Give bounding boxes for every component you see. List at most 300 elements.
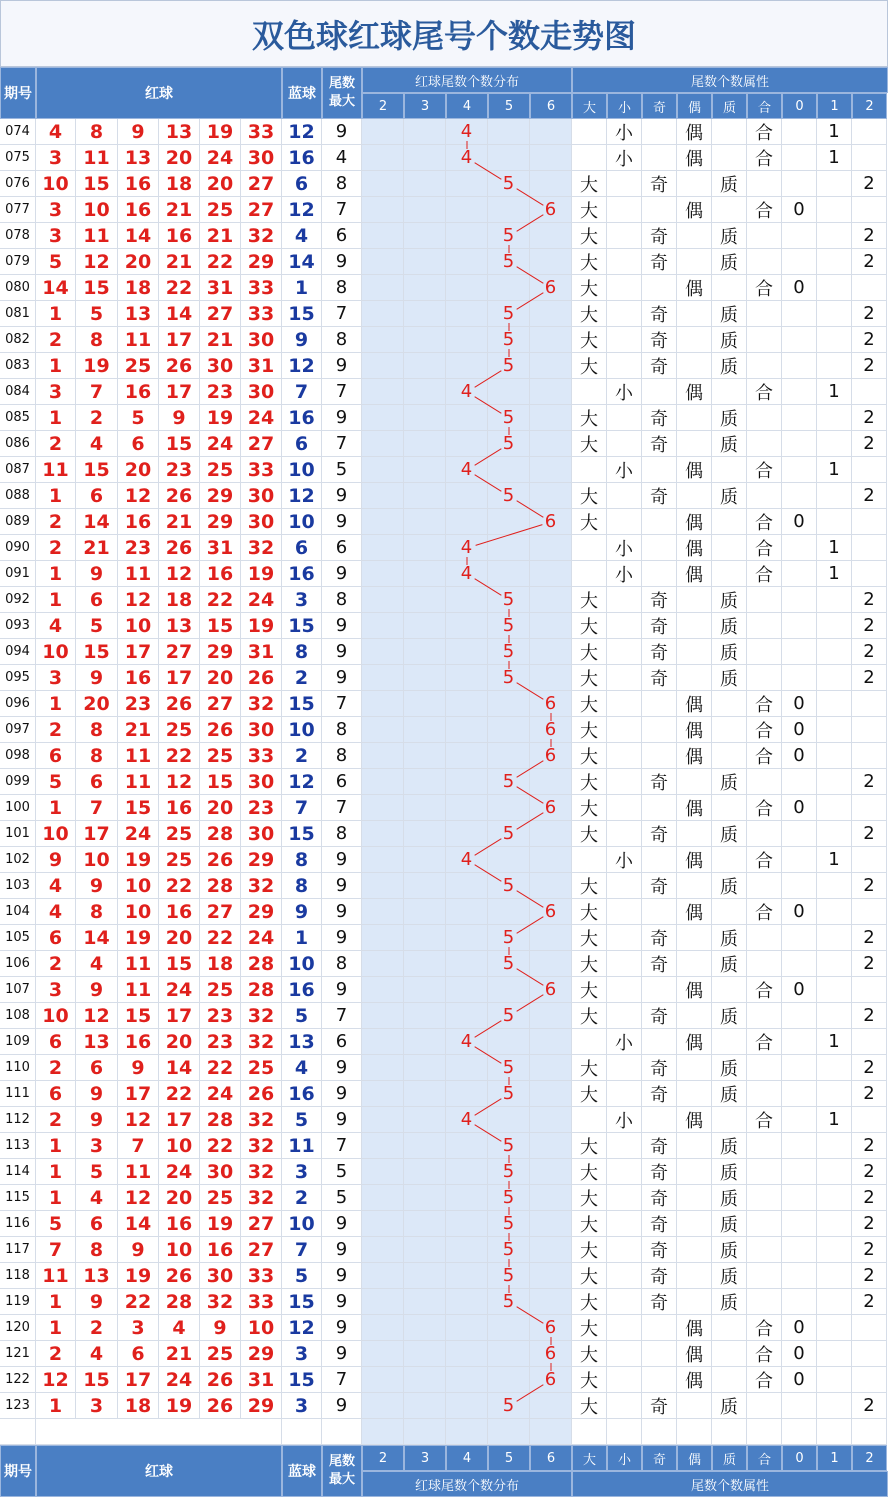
dist-cell <box>446 1237 488 1263</box>
red-ball: 15 <box>200 613 241 639</box>
dist-cell <box>488 379 530 405</box>
red-ball: 13 <box>118 145 159 171</box>
attr-cell: 大 <box>572 899 607 925</box>
attr-cell <box>607 1081 642 1107</box>
attr-cell <box>607 1185 642 1211</box>
dist-cell <box>530 1029 572 1055</box>
red-ball: 27 <box>200 691 241 717</box>
attr-cell: 1 <box>817 535 852 561</box>
red-ball: 8 <box>76 717 118 743</box>
attr-cell <box>607 951 642 977</box>
table-row <box>0 353 888 379</box>
attr-cell <box>852 379 887 405</box>
attr-cell <box>607 613 642 639</box>
attr-cell <box>817 951 852 977</box>
blue-ball: 12 <box>282 197 322 223</box>
dist-cell <box>446 717 488 743</box>
dist-cell <box>404 1367 446 1393</box>
dist-cell <box>446 795 488 821</box>
red-ball: 33 <box>241 1263 282 1289</box>
footer-attr-col: 合 <box>747 1445 782 1471</box>
attr-cell: 2 <box>852 223 887 249</box>
dist-cell <box>530 873 572 899</box>
attr-cell: 质 <box>712 1289 747 1315</box>
max-tail: 4 <box>322 145 362 171</box>
attr-cell <box>782 769 817 795</box>
attr-cell: 1 <box>817 379 852 405</box>
dist-cell <box>404 977 446 1003</box>
blue-ball: 12 <box>282 1315 322 1341</box>
period-cell: 121 <box>0 1341 36 1367</box>
max-tail: 6 <box>322 535 362 561</box>
dist-cell <box>362 717 404 743</box>
blank-cell <box>322 1419 362 1445</box>
red-ball: 26 <box>241 665 282 691</box>
attr-cell <box>747 613 782 639</box>
red-ball: 24 <box>241 925 282 951</box>
dist-cell <box>362 327 404 353</box>
attr-cell <box>677 873 712 899</box>
red-ball: 4 <box>159 1315 200 1341</box>
dist-value: 4 <box>446 379 488 405</box>
attr-cell: 质 <box>712 1185 747 1211</box>
attr-cell <box>747 1211 782 1237</box>
dist-value: 4 <box>446 847 488 873</box>
dist-cell <box>446 327 488 353</box>
red-ball: 3 <box>36 197 76 223</box>
attr-cell: 2 <box>852 1289 887 1315</box>
dist-cell <box>404 795 446 821</box>
footer-dist-col: 5 <box>488 1445 530 1471</box>
attr-cell <box>852 509 887 535</box>
red-ball: 16 <box>118 379 159 405</box>
dist-cell <box>446 223 488 249</box>
attr-cell <box>607 483 642 509</box>
dist-cell <box>446 197 488 223</box>
dist-value: 5 <box>488 431 530 457</box>
blue-ball: 7 <box>282 379 322 405</box>
attr-cell: 大 <box>572 197 607 223</box>
attr-cell: 大 <box>572 613 607 639</box>
dist-cell <box>404 1133 446 1159</box>
red-ball: 28 <box>159 1289 200 1315</box>
attr-cell: 偶 <box>677 457 712 483</box>
red-ball: 26 <box>200 847 241 873</box>
attr-cell: 2 <box>852 483 887 509</box>
dist-cell <box>404 1185 446 1211</box>
table-row <box>0 873 888 899</box>
period-cell: 109 <box>0 1029 36 1055</box>
header-red: 红球 <box>36 67 282 119</box>
attr-cell: 0 <box>782 1315 817 1341</box>
red-ball: 1 <box>36 587 76 613</box>
attr-cell: 大 <box>572 795 607 821</box>
dist-cell <box>362 145 404 171</box>
attr-cell: 2 <box>852 925 887 951</box>
attr-cell <box>852 1029 887 1055</box>
red-ball: 27 <box>241 197 282 223</box>
dist-cell <box>446 613 488 639</box>
red-ball: 9 <box>76 977 118 1003</box>
dist-cell <box>362 249 404 275</box>
dist-cell <box>362 665 404 691</box>
red-ball: 33 <box>241 119 282 145</box>
header-blue: 蓝球 <box>282 67 322 119</box>
dist-cell <box>446 1289 488 1315</box>
period-cell: 123 <box>0 1393 36 1419</box>
dist-cell <box>488 977 530 1003</box>
red-ball: 2 <box>36 431 76 457</box>
dist-cell <box>488 119 530 145</box>
dist-value: 5 <box>488 1263 530 1289</box>
red-ball: 28 <box>200 821 241 847</box>
red-ball: 28 <box>241 951 282 977</box>
red-ball: 21 <box>76 535 118 561</box>
attr-cell <box>642 119 677 145</box>
max-tail: 8 <box>322 821 362 847</box>
dist-cell <box>362 925 404 951</box>
attr-cell <box>572 119 607 145</box>
max-tail: 8 <box>322 951 362 977</box>
attr-cell <box>817 301 852 327</box>
attr-cell <box>607 1393 642 1419</box>
attr-cell <box>817 353 852 379</box>
red-ball: 15 <box>76 275 118 301</box>
red-ball: 13 <box>159 119 200 145</box>
max-tail: 7 <box>322 795 362 821</box>
red-ball: 10 <box>36 1003 76 1029</box>
red-ball: 6 <box>118 1341 159 1367</box>
period-cell: 077 <box>0 197 36 223</box>
attr-cell: 偶 <box>677 717 712 743</box>
red-ball: 30 <box>241 145 282 171</box>
attr-cell <box>852 1341 887 1367</box>
dist-value: 6 <box>530 717 572 743</box>
table-row <box>0 951 888 977</box>
attr-cell <box>747 1081 782 1107</box>
attr-cell: 大 <box>572 1133 607 1159</box>
attr-cell <box>817 1211 852 1237</box>
attr-cell <box>572 145 607 171</box>
red-ball: 9 <box>159 405 200 431</box>
red-ball: 24 <box>159 1159 200 1185</box>
attr-cell: 2 <box>852 353 887 379</box>
blue-ball: 12 <box>282 769 322 795</box>
period-cell: 099 <box>0 769 36 795</box>
attr-cell: 奇 <box>642 1263 677 1289</box>
attr-cell <box>677 1159 712 1185</box>
attr-cell: 大 <box>572 223 607 249</box>
attr-cell: 2 <box>852 1133 887 1159</box>
attr-cell <box>747 587 782 613</box>
max-tail: 9 <box>322 405 362 431</box>
attr-cell: 奇 <box>642 925 677 951</box>
attr-cell: 2 <box>852 1263 887 1289</box>
attr-cell <box>607 977 642 1003</box>
max-tail: 9 <box>322 1393 362 1419</box>
attr-cell: 偶 <box>677 1367 712 1393</box>
attr-cell: 1 <box>817 1107 852 1133</box>
attr-cell <box>642 795 677 821</box>
max-tail: 7 <box>322 197 362 223</box>
red-ball: 5 <box>36 249 76 275</box>
attr-cell: 质 <box>712 483 747 509</box>
dist-cell <box>404 899 446 925</box>
red-ball: 25 <box>200 977 241 1003</box>
attr-cell: 合 <box>747 691 782 717</box>
red-ball: 24 <box>200 1081 241 1107</box>
red-ball: 28 <box>200 873 241 899</box>
attr-cell <box>782 665 817 691</box>
attr-cell: 大 <box>572 691 607 717</box>
red-ball: 10 <box>241 1315 282 1341</box>
max-tail: 5 <box>322 1185 362 1211</box>
dist-cell <box>404 379 446 405</box>
red-ball: 7 <box>36 1237 76 1263</box>
dist-cell <box>446 1081 488 1107</box>
blue-ball: 14 <box>282 249 322 275</box>
blue-ball: 3 <box>282 1341 322 1367</box>
dist-cell <box>362 1289 404 1315</box>
red-ball: 30 <box>241 483 282 509</box>
dist-cell <box>404 353 446 379</box>
dist-cell <box>362 1159 404 1185</box>
red-ball: 23 <box>118 535 159 561</box>
dist-value: 5 <box>488 249 530 275</box>
dist-cell <box>488 691 530 717</box>
attr-cell <box>712 379 747 405</box>
red-ball: 8 <box>76 743 118 769</box>
attr-cell: 大 <box>572 587 607 613</box>
attr-cell: 合 <box>747 899 782 925</box>
footer-dist-col: 3 <box>404 1445 446 1471</box>
blank-cell <box>488 1419 530 1445</box>
dist-cell <box>488 509 530 535</box>
attr-cell: 奇 <box>642 1185 677 1211</box>
attr-cell <box>712 119 747 145</box>
table-row <box>0 821 888 847</box>
dist-cell <box>446 301 488 327</box>
attr-cell <box>782 873 817 899</box>
attr-cell: 0 <box>782 197 817 223</box>
attr-cell <box>642 457 677 483</box>
max-tail: 9 <box>322 925 362 951</box>
attr-cell <box>852 275 887 301</box>
red-ball: 15 <box>159 951 200 977</box>
table-row <box>0 925 888 951</box>
table-row <box>0 483 888 509</box>
red-ball: 29 <box>200 483 241 509</box>
attr-cell: 1 <box>817 847 852 873</box>
red-ball: 11 <box>76 223 118 249</box>
footer-dist-title: 红球尾数个数分布 <box>362 1471 572 1497</box>
red-ball: 22 <box>159 1081 200 1107</box>
footer-attr-col: 0 <box>782 1445 817 1471</box>
header-dist-col: 2 <box>362 93 404 119</box>
attr-cell <box>607 509 642 535</box>
red-ball: 18 <box>159 171 200 197</box>
max-tail: 9 <box>322 1081 362 1107</box>
attr-cell <box>642 691 677 717</box>
dist-cell <box>488 1341 530 1367</box>
header-dist-title: 红球尾数个数分布 <box>362 67 572 93</box>
attr-cell: 质 <box>712 301 747 327</box>
dist-cell <box>488 899 530 925</box>
period-cell: 107 <box>0 977 36 1003</box>
attr-cell <box>642 717 677 743</box>
attr-cell <box>607 1289 642 1315</box>
attr-cell: 大 <box>572 769 607 795</box>
attr-cell: 2 <box>852 769 887 795</box>
attr-cell <box>817 223 852 249</box>
red-ball: 30 <box>241 717 282 743</box>
dist-cell <box>446 743 488 769</box>
dist-cell <box>362 197 404 223</box>
max-tail: 7 <box>322 301 362 327</box>
attr-cell: 质 <box>712 925 747 951</box>
attr-cell: 偶 <box>677 743 712 769</box>
attr-cell: 大 <box>572 665 607 691</box>
attr-cell: 大 <box>572 821 607 847</box>
dist-cell <box>446 1003 488 1029</box>
attr-cell <box>817 717 852 743</box>
red-ball: 30 <box>241 379 282 405</box>
attr-cell: 2 <box>852 1081 887 1107</box>
attr-cell: 2 <box>852 821 887 847</box>
red-ball: 29 <box>241 249 282 275</box>
dist-value: 5 <box>488 1237 530 1263</box>
red-ball: 16 <box>159 795 200 821</box>
dist-value: 5 <box>488 1003 530 1029</box>
dist-cell <box>530 535 572 561</box>
table-row <box>0 847 888 873</box>
attr-cell <box>782 483 817 509</box>
attr-cell <box>817 795 852 821</box>
max-tail: 7 <box>322 1133 362 1159</box>
red-ball: 4 <box>36 873 76 899</box>
footer-dist-col: 2 <box>362 1445 404 1471</box>
dist-value: 6 <box>530 691 572 717</box>
blue-ball: 2 <box>282 1185 322 1211</box>
red-ball: 28 <box>200 1107 241 1133</box>
red-ball: 12 <box>118 1185 159 1211</box>
red-ball: 7 <box>118 1133 159 1159</box>
attr-cell <box>852 743 887 769</box>
dist-cell <box>488 145 530 171</box>
red-ball: 25 <box>118 353 159 379</box>
red-ball: 19 <box>200 1211 241 1237</box>
attr-cell: 偶 <box>677 119 712 145</box>
attr-cell <box>782 613 817 639</box>
max-tail: 6 <box>322 223 362 249</box>
attr-cell: 奇 <box>642 821 677 847</box>
attr-cell: 0 <box>782 977 817 1003</box>
blank-cell <box>747 1419 782 1445</box>
attr-cell <box>747 1393 782 1419</box>
dist-cell <box>530 119 572 145</box>
red-ball: 9 <box>76 561 118 587</box>
table-row <box>0 561 888 587</box>
red-ball: 26 <box>159 353 200 379</box>
dist-value: 6 <box>530 275 572 301</box>
blue-ball: 15 <box>282 613 322 639</box>
dist-cell <box>404 1029 446 1055</box>
attr-cell: 偶 <box>677 379 712 405</box>
dist-value: 5 <box>488 665 530 691</box>
attr-cell <box>747 1185 782 1211</box>
attr-cell <box>607 743 642 769</box>
attr-cell <box>782 1289 817 1315</box>
dist-cell <box>404 197 446 223</box>
dist-cell <box>530 457 572 483</box>
dist-value: 5 <box>488 1211 530 1237</box>
red-ball: 30 <box>241 769 282 795</box>
attr-cell: 大 <box>572 509 607 535</box>
attr-cell <box>817 769 852 795</box>
dist-cell <box>404 561 446 587</box>
attr-cell: 质 <box>712 873 747 899</box>
attr-cell: 1 <box>817 457 852 483</box>
table-row <box>0 223 888 249</box>
table-row <box>0 379 888 405</box>
red-ball: 17 <box>159 1107 200 1133</box>
red-ball: 16 <box>159 1211 200 1237</box>
attr-cell <box>712 1029 747 1055</box>
attr-cell <box>817 1003 852 1029</box>
red-ball: 1 <box>36 691 76 717</box>
attr-cell <box>747 1237 782 1263</box>
attr-cell: 质 <box>712 639 747 665</box>
attr-cell <box>852 977 887 1003</box>
red-ball: 9 <box>36 847 76 873</box>
red-ball: 25 <box>200 1185 241 1211</box>
attr-cell: 奇 <box>642 769 677 795</box>
attr-cell <box>607 717 642 743</box>
attr-cell: 偶 <box>677 1341 712 1367</box>
attr-cell: 2 <box>852 587 887 613</box>
attr-cell <box>817 1133 852 1159</box>
attr-cell: 偶 <box>677 1107 712 1133</box>
attr-cell: 大 <box>572 1185 607 1211</box>
attr-cell <box>747 1003 782 1029</box>
red-ball: 19 <box>118 925 159 951</box>
dist-cell <box>488 197 530 223</box>
header-attr-col: 合 <box>747 93 782 119</box>
red-ball: 26 <box>241 1081 282 1107</box>
attr-cell <box>677 1237 712 1263</box>
dist-cell <box>362 483 404 509</box>
red-ball: 3 <box>36 145 76 171</box>
attr-cell: 大 <box>572 353 607 379</box>
red-ball: 19 <box>118 847 159 873</box>
attr-cell: 质 <box>712 1393 747 1419</box>
dist-value: 5 <box>488 613 530 639</box>
red-ball: 13 <box>76 1263 118 1289</box>
header-attr-col: 1 <box>817 93 852 119</box>
attr-cell <box>642 1315 677 1341</box>
table-row <box>0 197 888 223</box>
max-tail: 9 <box>322 1263 362 1289</box>
red-ball: 15 <box>76 457 118 483</box>
dist-cell <box>488 847 530 873</box>
dist-value: 5 <box>488 483 530 509</box>
max-tail: 9 <box>322 509 362 535</box>
dist-cell <box>530 1289 572 1315</box>
dist-cell <box>362 1029 404 1055</box>
red-ball: 21 <box>159 249 200 275</box>
red-ball: 29 <box>241 1341 282 1367</box>
attr-cell <box>642 1029 677 1055</box>
